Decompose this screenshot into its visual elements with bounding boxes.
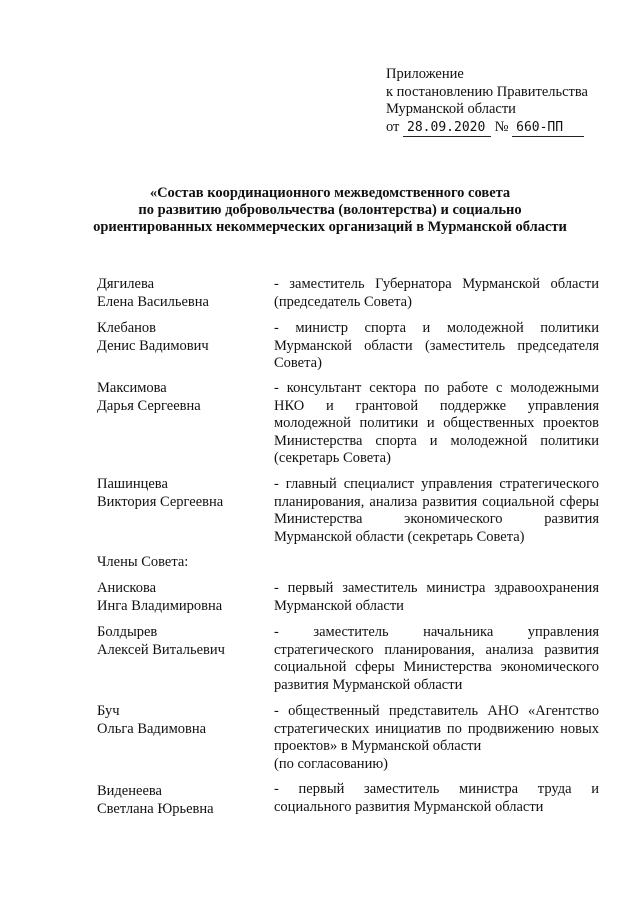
member-role-text: - общественный представитель АНО «Агентство стратегических инициатив по продвижению новых проектов» в Мурманской области [274,703,599,754]
member-name [97,276,262,311]
member-role: - заместитель Губернатора Мурманской области (председатель Совета) [274,276,599,310]
decree-number: 660-ПП [512,119,584,138]
member-role: - министр спорта и молодежной политики Мурманской области (заместитель председателя Совета) [274,320,599,371]
member-name [97,380,262,415]
member-given-name: Дарья Сергеевна [97,397,201,414]
document-title [80,185,580,236]
member-name [97,580,262,615]
appendix-line-1: Приложение [386,66,464,82]
member-surname: Максимова [97,380,167,396]
member-given-name: Алексей Витальевич [97,641,225,658]
member-surname: Дягилева [97,276,155,292]
member-name [97,703,262,738]
member-role: - первый заместитель министра труда и социального развития Мурманской области [274,781,599,815]
appendix-block [386,66,588,137]
decree-date: 28.09.2020 [403,119,491,138]
title-line-2: по развитию добровольчества (волонтерства) и социально [138,202,522,218]
appendix-line-2: к постановлению Правительства [386,83,588,100]
member-given-name: Инга Владимировна [97,597,223,614]
member-role [274,703,599,773]
title-line-3: ориентированных некоммерческих организаций в Мурманской области [93,219,567,235]
member-role: - заместитель начальника управления стратегического планирования, анализа развития социальной сферы Министерства экономического развития Мурманской области [274,624,599,693]
member-name [97,320,262,355]
member-surname: Болдырев [97,624,158,640]
member-name [97,624,262,659]
appendix-line-3: Мурманской области [386,101,516,117]
title-line-1: «Состав координационного межведомственного совета [149,185,511,201]
member-name [97,783,262,818]
member-given-name: Елена Васильевна [97,293,209,310]
member-given-name: Ольга Вадимовна [97,720,207,737]
member-name [97,476,262,511]
member-role: - главный специалист управления стратегического планирования, анализа развития социальной сферы Министерства экономического развития Мурманской области (секретарь Совета) [274,476,599,545]
member-surname: Буч [97,703,120,719]
member-given-name: Виктория Сергеевна [97,493,224,510]
member-surname: Пашинцева [97,476,168,492]
member-surname: Клебанов [97,320,157,336]
appendix-date-line [386,119,588,138]
member-given-name: Светлана Юрьевна [97,800,214,817]
number-prefix: № [494,118,509,135]
date-prefix: от [386,118,400,135]
member-role: - консультант сектора по работе с молодежными НКО и грантовой поддержке управления молодежной политики и общественных проектов Министерства спорта и молодежной политики (секретарь Совета) [274,380,599,466]
member-surname: Виденеева [97,783,162,799]
member-surname: Анискова [97,580,157,596]
member-role: - первый заместитель министра здравоохранения Мурманской области [274,580,599,614]
member-role-note: (по согласованию) [274,755,388,772]
member-given-name: Денис Вадимович [97,337,209,354]
members-section-label: Члены Совета: [97,554,189,570]
